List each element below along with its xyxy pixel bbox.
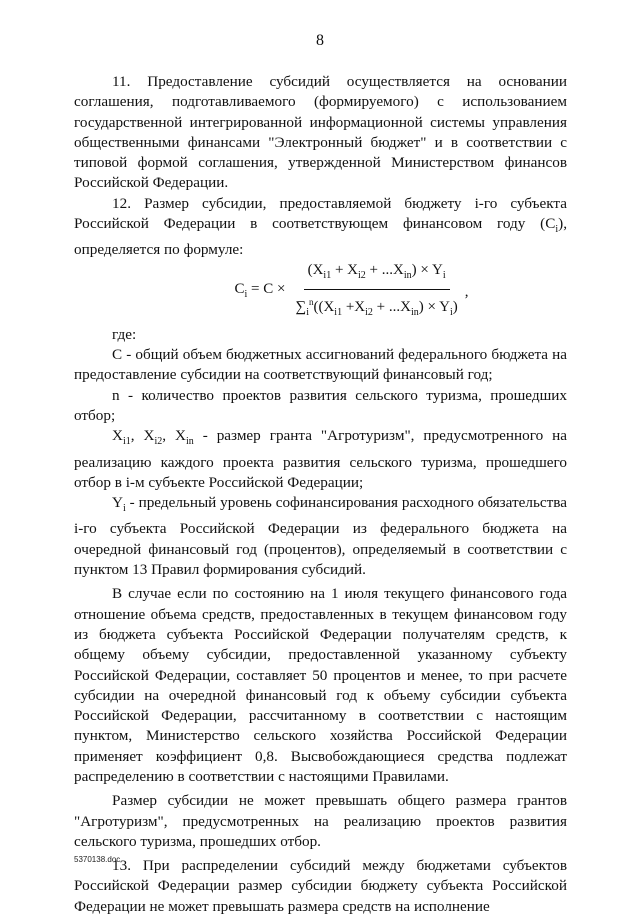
document-body <box>74 72 567 917</box>
where-label: где: <box>112 325 137 343</box>
paragraph-11: 11. Предоставление субсидий осуществляется на основании соглашения, подготавливаемого (формируемого) с использованием государственной интегрированной информационной системы управления общественными финансами "Электронный бюджет" и в соответствии с типовой формой соглашения, утвержденной Министерством финансов Российской Федерации. <box>74 73 567 192</box>
formula-lhs: $C_i = C$ × <box>234 280 286 300</box>
subsidy-formula: $C_i = C$ × $\frac{(X_{i1} + X_{i2} + ...X_{in}) \times Y_i}{\sum_i^n((X_{i1} +X_{i2} + ...X_{in}) \times Y_i)}$ , <box>136 265 567 319</box>
paragraph-13: 13. При распределении субсидий между бюджетами субъектов Российской Федерации размер субсидии бюджету субъекта Российской Федерации не может превышать размера средств на исполнение <box>74 857 567 915</box>
formula-denominator: $\sum_i^n((X_{i1} +X_{i2} + ...X_{in}) \times Y_i)$ <box>295 296 458 318</box>
definition-y: $Y_i$ - предельный уровень софинансирования расходного обязательства i-го субъекта Российской Федерации из федерального бюджета на очередной финансовый год (процентов), определяемый в соответствии с пунктом 13 Правил формирования субсидий. <box>74 494 567 579</box>
definition-x: $X_{i1}$, $X_{i2}$, $X_{in}$ - размер гранта "Агротуризм", предусмотренного на реализацию каждого проекта развития сельского туризма, прошедшего отбор в i-м субъекте Российской Федерации; <box>74 427 567 491</box>
paragraph-case: В случае если по состоянию на 1 июля текущего финансового года отношение объема средств, предоставленных в текущем финансовом году из бюджета субъекта Российской Федерации получателям средств, к общему объему субсидии, предоставленной указанному субъекту Российской Федерации, составляет 50 процентов и менее, то при расчете субсидии на очередной финансовый год к объему субсидии субъекта Российской Федерации, рассчитанному в соответствии с настоящим пунктом, Министерство сельского хозяйства Российской Федерации применяет коэффициент 0,8. Высвобождающиеся средства подлежат распределению в соответствии с настоящими Правилами. <box>74 585 567 785</box>
definition-n: n - количество проектов развития сельского туризма, прошедших отбор; <box>74 386 567 424</box>
page-number: 8 <box>316 32 324 49</box>
paragraph-limit: Размер субсидии не может превышать общего размера грантов "Агротуризм", предусмотренных на реализацию проектов развития сельского туризма, прошедших отбор. <box>74 792 567 850</box>
definition-c: С - общий объем бюджетных ассигнований федерального бюджета на предоставление субсидии на соответствующий финансовый год; <box>74 346 567 384</box>
paragraph-12: 12. Размер субсидии, предоставляемой бюджету i-го субъекта Российской Федерации в соответствующем финансовом году $(C_i)$, определяется по формуле: <box>74 194 567 259</box>
formula-numerator: $(X_{i1} + X_{i2} + ...X_{in}) \times Y_i$ <box>304 260 450 289</box>
file-name-footer: 5370138.doc <box>74 855 121 864</box>
formula-fraction <box>291 260 461 323</box>
